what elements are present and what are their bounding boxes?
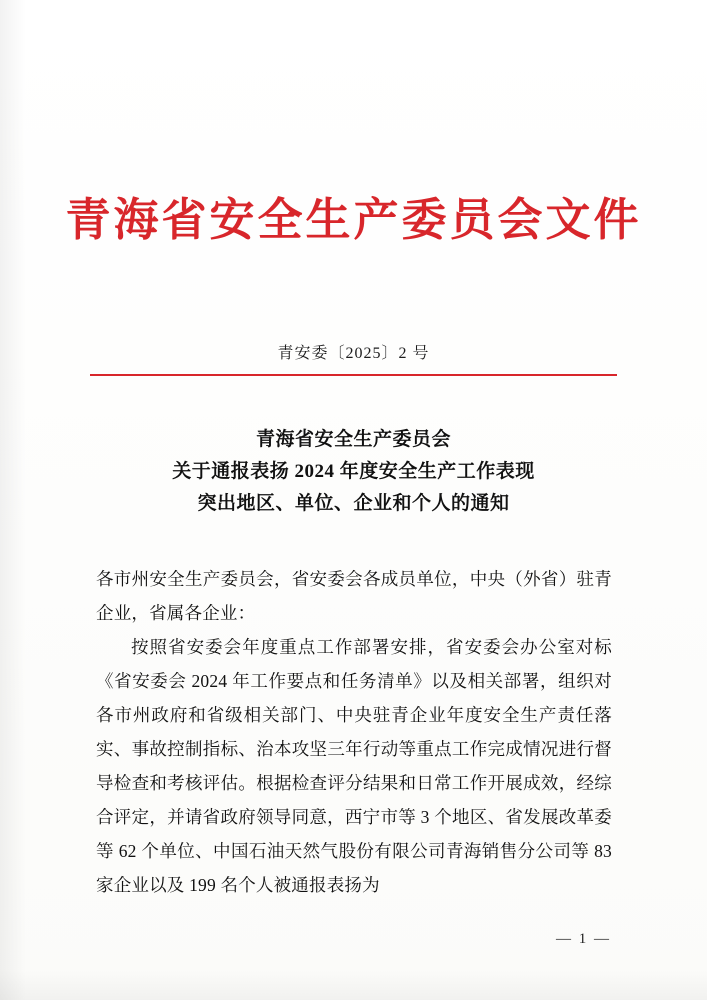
document-body — [96, 562, 612, 902]
page-number: — 1 — — [556, 931, 611, 947]
masthead — [0, 196, 707, 246]
body-paragraph-1: 按照省安委会年度重点工作部署安排，省安委会办公室对标《省安委会 2024 年工作要点和任务清单》以及相关部署，组织对各市州政府和省级相关部门、中央驻青企业年度安全生产责任落实、事故控制指标、治本攻坚三年行动等重点工作完成情况进行督导检查和考核评估。根据检查评分结果和日常工作开展成效，经综合评定，并请省政府领导同意，西宁市等 3 个地区、省发展改革委等 62 个单位、中国石油天然气股份有限公司青海销售分公司等 83 家企业以及 199 名个人被通报表扬为 — [96, 637, 612, 895]
heading-line-1: 青海省安全生产委员会 — [255, 429, 451, 450]
heading-line-3: 突出地区、单位、企业和个人的通知 — [197, 493, 510, 514]
document-heading — [0, 424, 707, 520]
document-number: 青安委〔2025〕2 号 — [277, 345, 430, 362]
masthead-title: 青海省安全生产委员会文件 — [65, 195, 642, 245]
salutation: 各市州安全生产委员会，省安委会各成员单位，中央（外省）驻青企业，省属各企业： — [96, 569, 612, 623]
heading-line-2: 关于通报表扬 2024 年度安全生产工作表现 — [172, 461, 535, 482]
red-divider-rule — [90, 374, 617, 376]
